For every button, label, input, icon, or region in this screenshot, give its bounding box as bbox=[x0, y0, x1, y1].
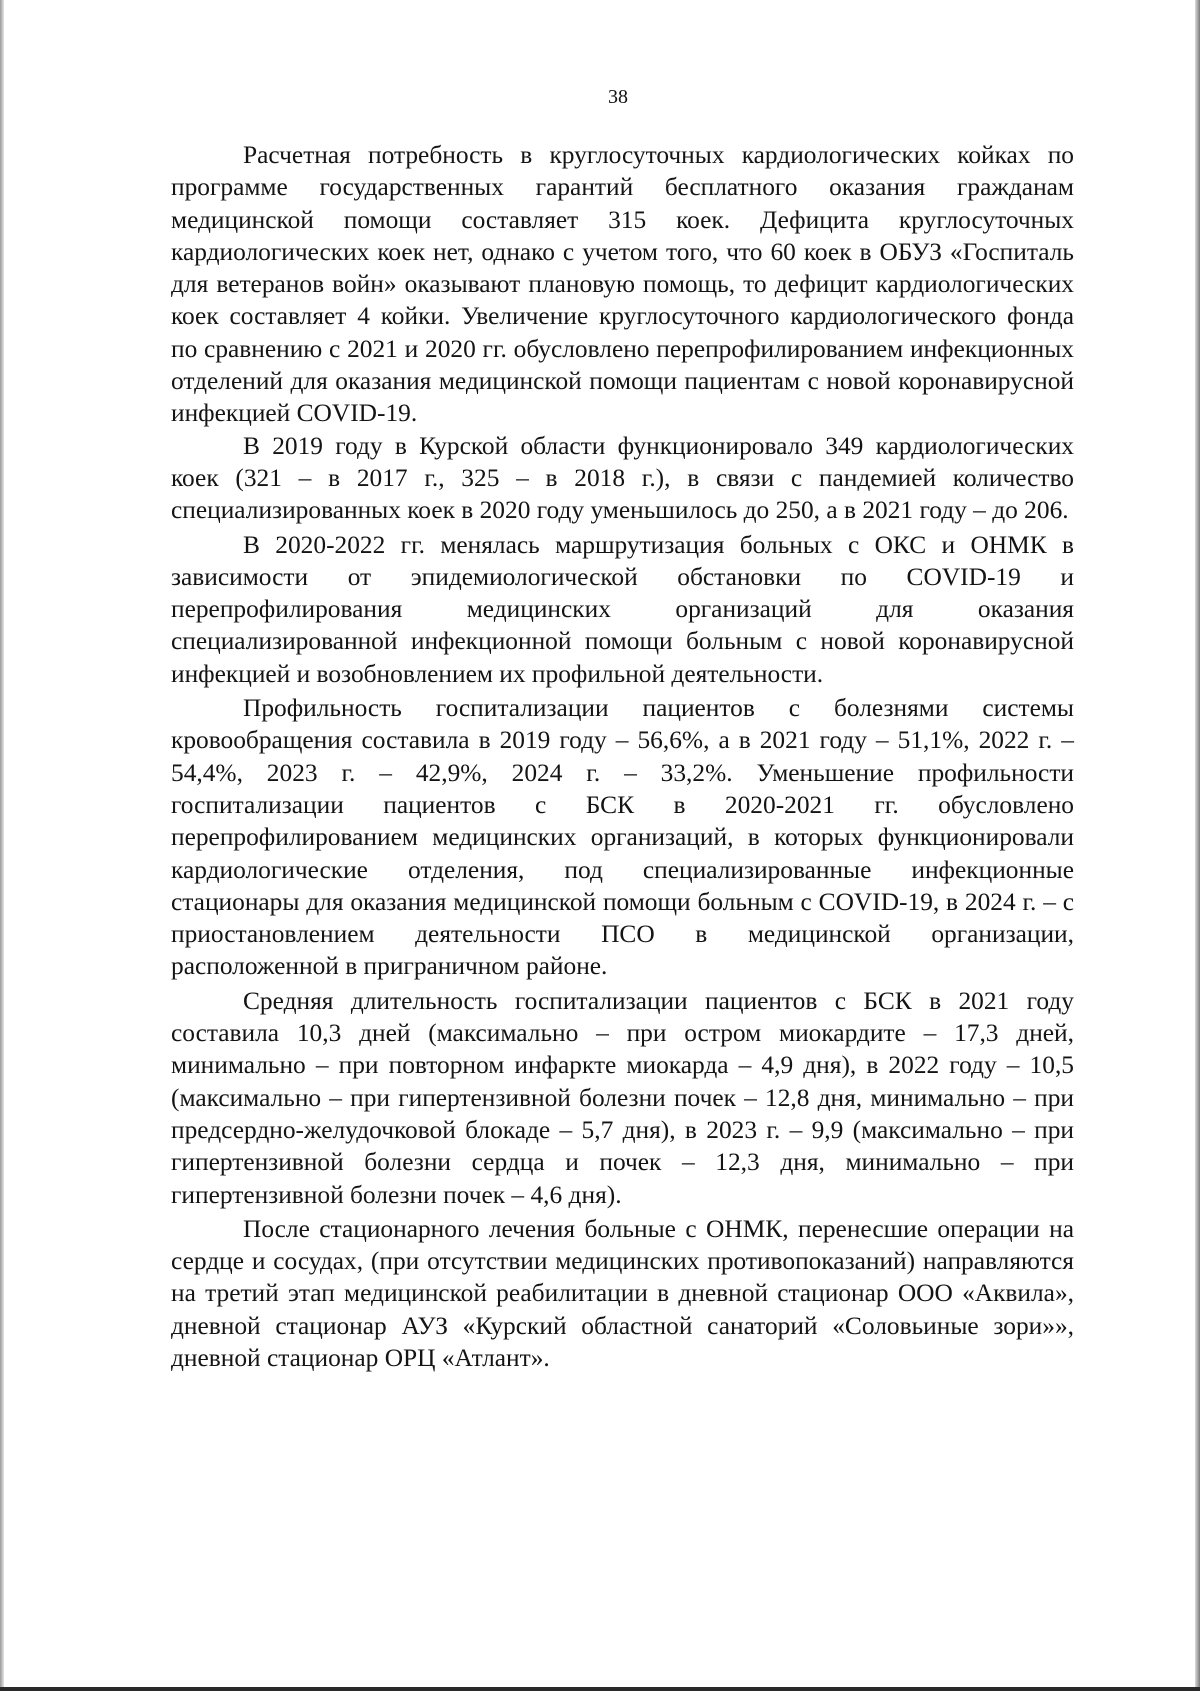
paragraph-rehabilitation: После стационарного лечения больные с ОНМК, перенесшие операции на сердце и сосудах, (при отсутствии медицинских противопоказаний) направляются на третий этап медицинской реабилитации в дневной стационар ООО «Аквила», дневной стационар АУЗ «Курский областной санаторий «Соловьиные зори»», дневной стационар ОРЦ «Атлант». bbox=[171, 1214, 1074, 1372]
scan-edge-right bbox=[1195, 0, 1200, 1691]
page-number: 38 bbox=[608, 86, 628, 108]
document-body bbox=[171, 139, 1074, 1374]
paragraph-routing-changes: В 2020-2022 гг. менялась маршрутизация больных с ОКС и ОНМК в зависимости от эпидемиологической обстановки по COVID-19 и перепрофилирования медицинских организаций для оказания специализированной инфекционной помощи больным с новой коронавирусной инфекцией и возобновлением их профильной деятельности. bbox=[171, 530, 1074, 688]
scan-edge-bottom bbox=[0, 1687, 1200, 1691]
paragraph-hospitalization-duration: Средняя длительность госпитализации пациентов с БСК в 2021 году составила 10,3 дней (максимально – при остром миокардите – 17,3 дней, минимально – при повторном инфаркте миокарда – 4,9 дня), в 2022 году – 10,5 (максимально – при гипертензивной болезни почек – 12,8 дня, минимально – при предсердно-желудочковой блокаде – 5,7 дня), в 2023 г. – 9,9 (максимально – при гипертензивной болезни сердца и почек – 12,3 дня, минимально – при гипертензивной болезни почек – 4,6 дня). bbox=[171, 986, 1074, 1209]
scan-edge-left bbox=[0, 0, 4, 1691]
paragraph-cardiology-beds-need: Расчетная потребность в круглосуточных кардиологических койках по программе государственных гарантий бесплатного оказания гражданам медицинской помощи составляет 315 коек. Дефицита круглосуточных кардиологических коек нет, однако с учетом того, что 60 коек в ОБУЗ «Госпиталь для ветеранов войн» оказывают плановую помощь, то дефицит кардиологических коек составляет 4 койки. Увеличение круглосуточного кардиологического фонда по сравнению с 2021 и 2020 гг. обусловлено перепрофилированием инфекционных отделений для оказания медицинской помощи пациентам с новой коронавирусной инфекцией COVID-19. bbox=[171, 141, 1074, 428]
paragraph-hospitalization-profile: Профильность госпитализации пациентов с болезнями системы кровообращения составила в 2019 году – 56,6%, а в 2021 году – 51,1%, 2022 г. – 54,4%, 2023 г. – 42,9%, 2024 г. – 33,2%. Уменьшение профильности госпитализации пациентов с БСК в 2020-2021 гг. обусловлено перепрофилированием медицинских организаций, в которых функционировали кардиологические отделения, под специализированные инфекционные стационары для оказания медицинской помощи больным с COVID-19, в 2024 г. – с приостановлением деятельности ПСО в медицинской организации, расположенной в приграничном районе. bbox=[171, 694, 1074, 981]
paragraph-beds-count-history: В 2019 году в Курской области функционировало 349 кардиологических коек (321 – в 2017 г., 325 – в 2018 г.), в связи с пандемией количество специализированных коек в 2020 году уменьшилось до 250, а в 2021 году – до 206. bbox=[171, 431, 1074, 525]
